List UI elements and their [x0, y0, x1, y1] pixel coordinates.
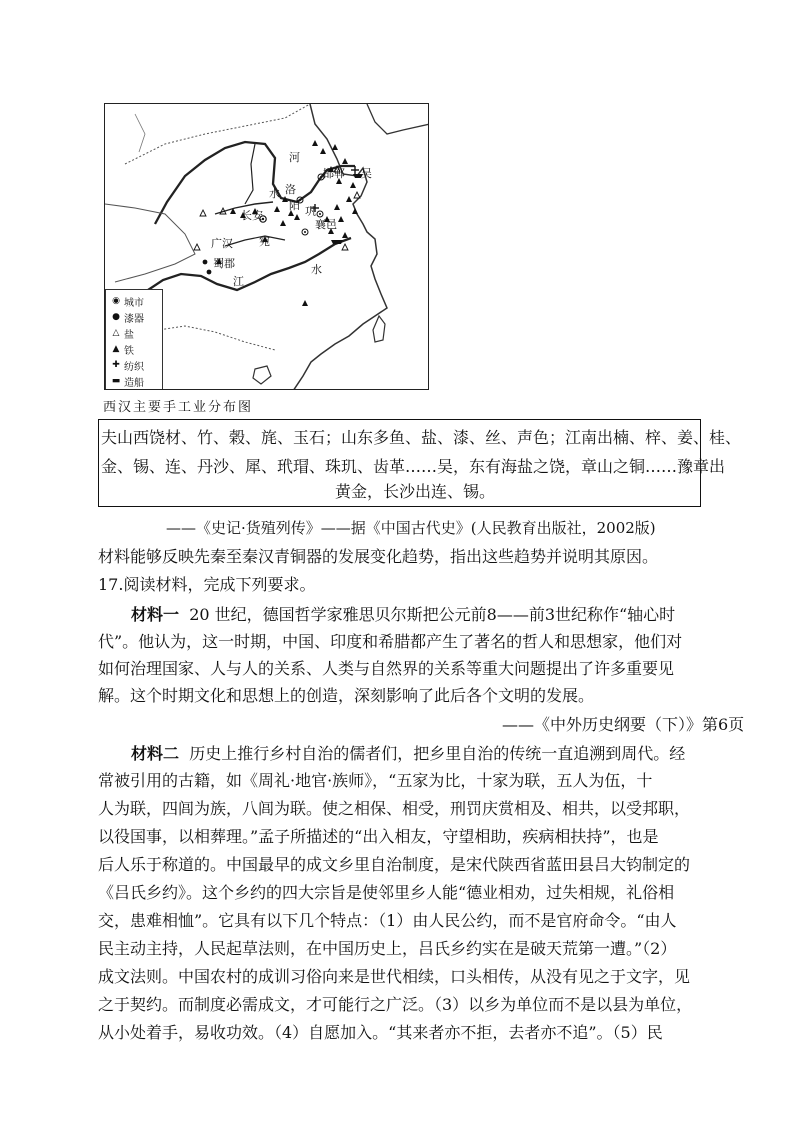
- city-icon: ◉: [112, 296, 120, 306]
- legend-label: 漆器: [124, 313, 144, 325]
- quote-box: [98, 419, 742, 507]
- shipbuilding-icon: ▬: [111, 376, 121, 386]
- material1-line: 解。这个时期文化和思想上的创造，深刻影响了此后各个文明的发展。: [98, 686, 595, 705]
- legend-item: [110, 294, 144, 308]
- material2-text: 历史上推行乡村自治的儒者们，把乡里自治的传统一直追溯到周代。经: [189, 744, 686, 763]
- material1-line: 代”。他认为，这一时期，中国、印度和希腊都产生了著名的哲人和思想家，他们对: [98, 632, 683, 651]
- legend-label: 造船: [124, 377, 144, 389]
- legend-label: 盐: [124, 329, 134, 341]
- map-label-jiang: 江: [233, 275, 244, 288]
- map-caption: 西汉主要手工业分布图: [103, 400, 254, 415]
- map-label-he: 河: [289, 151, 300, 164]
- legend-item: [110, 374, 144, 388]
- map-label-xiangyi: 襄邑: [315, 218, 337, 231]
- material2-label: 材料二: [131, 744, 180, 763]
- lacquer-icon: ●: [112, 312, 120, 322]
- material2-line: 以役国事，以相葬理。”孟子所描述的“出入相友，守望相助，疾病相扶持”，也是: [98, 827, 659, 846]
- legend-label: 纺织: [124, 361, 144, 373]
- map-label-handan: 邯郸: [323, 167, 345, 180]
- map-label-guanghan: 广汉: [211, 237, 233, 250]
- question-16-prompt: 材料能够反映先秦至秦汉青铜器的发展变化趋势，指出这些趋势并说明其原因。: [98, 547, 659, 566]
- salt-icon: △: [112, 328, 120, 338]
- material2-line: 常被引用的古籍，如《周礼·地官·族师》，“五家为比，十家为联，五人为伍，十: [98, 771, 653, 790]
- material1-first-line: [131, 604, 675, 626]
- quote-source: ——《史记·货殖列传》——据《中国古代史》(人民教育出版社，2002版): [166, 519, 656, 537]
- legend-label: 铁: [124, 345, 134, 357]
- material2-line: 从小处着手，易收功效。（4）自愿加入。“其来者亦不拒，去者亦不追”。（5）民: [98, 1023, 663, 1042]
- legend-label: 城市: [124, 297, 144, 309]
- map-label-shui-bottom: 水: [311, 263, 322, 276]
- han-handicraft-map: [104, 103, 429, 390]
- material2-first-line: [131, 743, 685, 765]
- material2-line: 后人乐于称道的。中国最早的成文乡里自治制度，是宋代陕西省蓝田县吕大钧制定的: [98, 855, 691, 874]
- map-legend: [105, 289, 163, 390]
- map-label-changan: 长安: [241, 209, 263, 222]
- material1-source: ——《中外历史纲要（下）》第6页: [502, 715, 745, 734]
- material1-line: 如何治理国家、人与人的关系、人类与自然界的关系等重大问题提出了许多重要见: [98, 659, 675, 678]
- map-label-gong: 巩: [305, 205, 316, 218]
- legend-item: [110, 358, 144, 372]
- quote-line: 夫山西饶材、竹、榖、旄、玉石；山东多鱼、盐、漆、丝、声色；江南出楠、梓、姜、桂、: [101, 428, 742, 447]
- material2-line: 成文法则。中国农村的成训习俗向来是世代相续，口头相传，从没有见之于文字，见: [98, 967, 691, 986]
- material2-line: 交，患难相恤”。它具有以下几个特点：（1）由人民公约，而不是官府命令。“由人: [98, 911, 677, 930]
- material2-line: 之于契约。而制度必需成文，才可能行之广泛。（3）以乡为单位而不是以县为单位，: [98, 995, 693, 1014]
- material1-text: 20 世纪，德国哲学家雅思贝尔斯把公元前8——前3世纪称作“轴心时: [189, 605, 676, 624]
- material1-label: 材料一: [131, 605, 180, 624]
- legend-item: [110, 326, 134, 340]
- map-label-luo: 洛: [285, 183, 296, 196]
- map-label-wan: 宛: [259, 235, 270, 248]
- map-label-yang: 阳: [289, 199, 300, 212]
- legend-item: [110, 342, 134, 356]
- map-label-shujun: 蜀郡: [213, 257, 235, 270]
- legend-item: [110, 310, 144, 324]
- quote-line: 黄金，长沙出连、锡。: [335, 482, 496, 501]
- map-label-shui-top: 水: [269, 187, 280, 200]
- material2-line: 《吕氏乡约》。这个乡约的四大宗旨是使邻里乡人能“德业相劝，过失相规，礼俗相: [98, 883, 675, 902]
- textile-icon: ✚: [112, 360, 120, 370]
- question-17-heading: 17.阅读材料，完成下列要求。: [98, 575, 316, 594]
- iron-icon: ▲: [112, 344, 120, 354]
- material2-line: 人为联，四闾为族，八闾为联。使之相保、相受，刑罚庆赏相及、相共，以受邦职，: [98, 799, 691, 818]
- quote-line: 金、锡、连、丹沙、犀、玳瑁、珠玑、齿革……吴，东有海盐之饶，章山之铜……豫章出: [101, 457, 726, 476]
- material2-line: 民主动主持，人民起草法则，在中国历史上，吕氏乡约实在是破天荒第一遭。”（2）: [98, 939, 677, 958]
- map-label-wu: 吴: [361, 167, 372, 180]
